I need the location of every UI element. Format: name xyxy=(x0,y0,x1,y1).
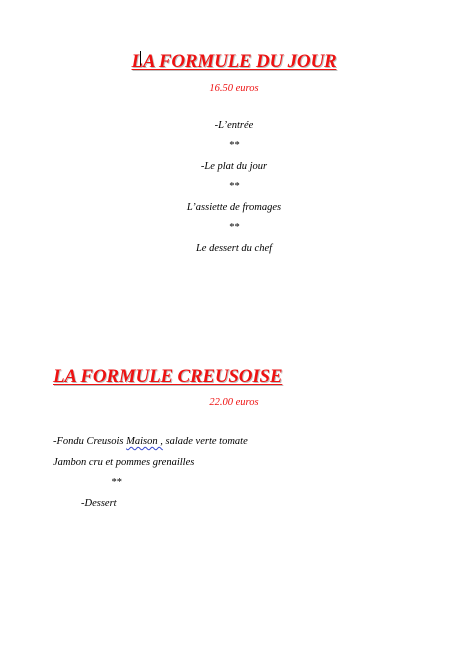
menu1-separator: ** xyxy=(228,222,240,233)
menu2-title: LA FORMULE CREUSOISE xyxy=(53,366,283,387)
menu2-line-1-post: salade verte tomate xyxy=(162,436,248,447)
menu2-separator: ** xyxy=(111,477,122,488)
menu1-item: L’assiette de fromages xyxy=(186,202,282,213)
menu2-price: 22.00 euros xyxy=(209,397,259,408)
menu1-price: 16.50 euros xyxy=(209,83,259,94)
menu1-separator: ** xyxy=(228,140,240,151)
spellcheck-word: Maison , xyxy=(126,436,163,447)
menu1-item: Le dessert du chef xyxy=(195,243,273,254)
menu1-item: -Le plat du jour xyxy=(200,161,268,172)
menu1-item: -L’entrée xyxy=(214,120,254,131)
menu2-line-1 xyxy=(53,436,248,447)
menu2-line-1-pre: -Fondu Creusois xyxy=(53,436,127,447)
menu2-dessert: -Dessert xyxy=(81,498,117,509)
menu2-line-2: Jambon cru et pommes grenailles xyxy=(53,457,195,468)
menu1-separator: ** xyxy=(228,181,240,192)
menu1-title: LA FORMULE DU JOUR xyxy=(131,51,337,72)
